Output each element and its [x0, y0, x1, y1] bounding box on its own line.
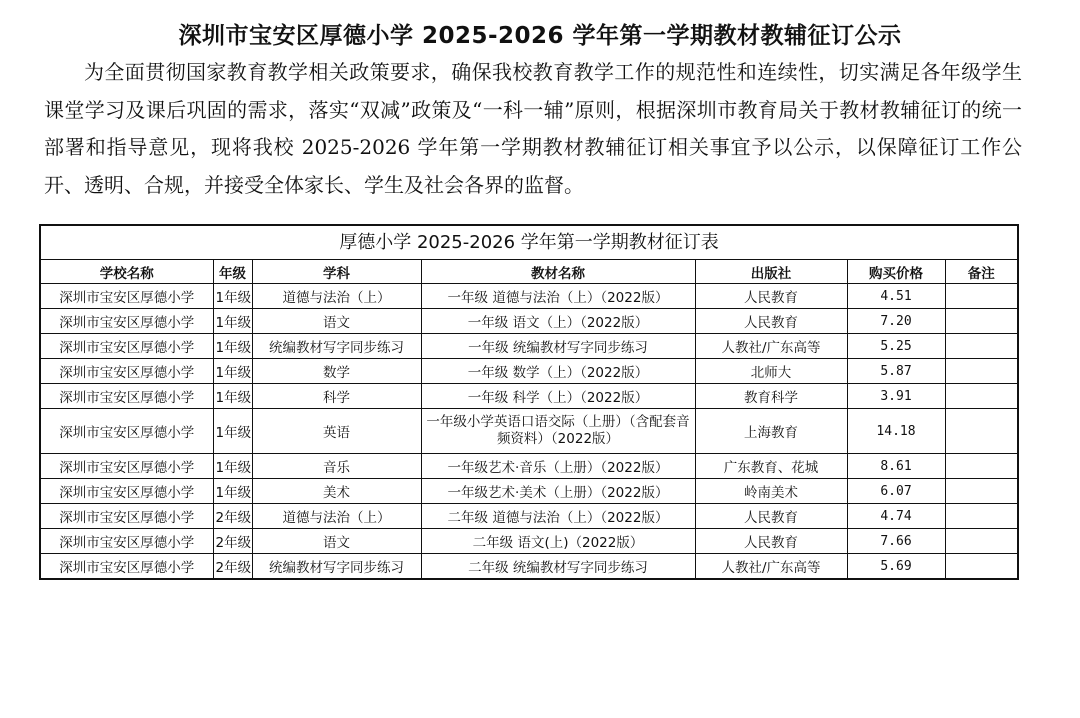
cell-note — [945, 284, 1017, 309]
cell-publisher: 人民教育 — [695, 504, 847, 529]
cell-book: 一年级艺术·美术（上册）（2022版） — [421, 479, 695, 504]
cell-subject: 统编教材写字同步练习 — [252, 334, 421, 359]
cell-school: 深圳市宝安区厚德小学 — [41, 284, 213, 309]
cell-subject: 语文 — [252, 309, 421, 334]
cell-publisher: 人教社/广东高等 — [695, 554, 847, 579]
cell-price: 7.66 — [847, 529, 945, 554]
cell-school: 深圳市宝安区厚德小学 — [41, 529, 213, 554]
table-row — [41, 284, 1017, 309]
cell-grade: 2年级 — [213, 504, 252, 529]
cell-publisher: 北师大 — [695, 359, 847, 384]
intro-paragraph: 为全面贯彻国家教育教学相关政策要求，确保我校教育教学工作的规范性和连续性，切实满足各年级学生课堂学习及课后巩固的需求，落实“双减”政策及“一科一辅”原则，根据深圳市教育局关于教材教辅征订的统一部署和指导意见，现将我校 2025-2026 学年第一学期教材教辅征订相关事宜予以公示，以保障征订工作公开、透明、合规，并接受全体家长、学生及社会各界的监督。 — [44, 60, 1022, 197]
cell-price: 5.25 — [847, 334, 945, 359]
cell-price: 4.74 — [847, 504, 945, 529]
cell-price: 6.07 — [847, 479, 945, 504]
cell-school: 深圳市宝安区厚德小学 — [41, 409, 213, 454]
cell-grade: 1年级 — [213, 454, 252, 479]
table-row — [41, 409, 1017, 454]
cell-grade: 2年级 — [213, 529, 252, 554]
table-row — [41, 384, 1017, 409]
cell-book: 一年级 数学（上）（2022版） — [421, 359, 695, 384]
table-row — [41, 504, 1017, 529]
cell-book: 一年级 道德与法治（上）（2022版） — [421, 284, 695, 309]
cell-publisher: 人民教育 — [695, 284, 847, 309]
cell-subject: 数学 — [252, 359, 421, 384]
cell-grade: 1年级 — [213, 409, 252, 454]
cell-subject: 美术 — [252, 479, 421, 504]
table-header-row — [41, 260, 1017, 284]
cell-publisher: 岭南美术 — [695, 479, 847, 504]
cell-subject: 语文 — [252, 529, 421, 554]
cell-grade: 2年级 — [213, 554, 252, 579]
cell-school: 深圳市宝安区厚德小学 — [41, 359, 213, 384]
cell-note — [945, 309, 1017, 334]
cell-school: 深圳市宝安区厚德小学 — [41, 454, 213, 479]
cell-note — [945, 504, 1017, 529]
table-row — [41, 309, 1017, 334]
cell-publisher: 广东教育、花城 — [695, 454, 847, 479]
cell-note — [945, 529, 1017, 554]
table-row — [41, 359, 1017, 384]
cell-price: 5.87 — [847, 359, 945, 384]
cell-book: 一年级 语文（上）（2022版） — [421, 309, 695, 334]
cell-book: 二年级 统编教材写字同步练习 — [421, 554, 695, 579]
header-book: 教材名称 — [421, 260, 695, 284]
cell-grade: 1年级 — [213, 334, 252, 359]
cell-note — [945, 554, 1017, 579]
table-row — [41, 529, 1017, 554]
cell-publisher: 人民教育 — [695, 529, 847, 554]
cell-price: 3.91 — [847, 384, 945, 409]
header-subject: 学科 — [252, 260, 421, 284]
cell-book: 二年级 道德与法治（上）（2022版） — [421, 504, 695, 529]
cell-price: 7.20 — [847, 309, 945, 334]
cell-note — [945, 479, 1017, 504]
cell-subject: 科学 — [252, 384, 421, 409]
cell-note — [945, 409, 1017, 454]
cell-subject: 统编教材写字同步练习 — [252, 554, 421, 579]
cell-school: 深圳市宝安区厚德小学 — [41, 554, 213, 579]
header-grade: 年级 — [213, 260, 252, 284]
cell-book: 一年级艺术·音乐（上册）（2022版） — [421, 454, 695, 479]
table-caption: 厚德小学 2025-2026 学年第一学期教材征订表 — [41, 226, 1017, 260]
cell-publisher: 上海教育 — [695, 409, 847, 454]
cell-grade: 1年级 — [213, 384, 252, 409]
cell-note — [945, 384, 1017, 409]
cell-school: 深圳市宝安区厚德小学 — [41, 479, 213, 504]
cell-book: 一年级 统编教材写字同步练习 — [421, 334, 695, 359]
cell-school: 深圳市宝安区厚德小学 — [41, 309, 213, 334]
cell-price: 14.18 — [847, 409, 945, 454]
cell-book: 一年级 科学（上）（2022版） — [421, 384, 695, 409]
cell-subject: 道德与法治（上） — [252, 284, 421, 309]
cell-book: 二年级 语文(上)（2022版） — [421, 529, 695, 554]
cell-note — [945, 359, 1017, 384]
cell-price: 4.51 — [847, 284, 945, 309]
document-title: 深圳市宝安区厚德小学 2025-2026 学年第一学期教材教辅征订公示 — [178, 23, 902, 50]
cell-grade: 1年级 — [213, 309, 252, 334]
cell-subject: 道德与法治（上） — [252, 504, 421, 529]
cell-price: 8.61 — [847, 454, 945, 479]
cell-subject: 英语 — [252, 409, 421, 454]
cell-grade: 1年级 — [213, 284, 252, 309]
cell-publisher: 教育科学 — [695, 384, 847, 409]
header-school: 学校名称 — [41, 260, 213, 284]
cell-price: 5.69 — [847, 554, 945, 579]
table-row — [41, 554, 1017, 579]
cell-school: 深圳市宝安区厚德小学 — [41, 334, 213, 359]
cell-publisher: 人民教育 — [695, 309, 847, 334]
order-table-grid — [41, 260, 1017, 578]
cell-grade: 1年级 — [213, 359, 252, 384]
cell-note — [945, 454, 1017, 479]
cell-grade: 1年级 — [213, 479, 252, 504]
cell-note — [945, 334, 1017, 359]
cell-book: 一年级小学英语口语交际（上册）（含配套音频资料）（2022版） — [421, 409, 695, 454]
textbook-order-table — [39, 224, 1019, 580]
header-price: 购买价格 — [847, 260, 945, 284]
header-publisher: 出版社 — [695, 260, 847, 284]
cell-publisher: 人教社/广东高等 — [695, 334, 847, 359]
table-row — [41, 454, 1017, 479]
table-row — [41, 334, 1017, 359]
cell-school: 深圳市宝安区厚德小学 — [41, 504, 213, 529]
table-row — [41, 479, 1017, 504]
header-note: 备注 — [945, 260, 1017, 284]
cell-school: 深圳市宝安区厚德小学 — [41, 384, 213, 409]
cell-subject: 音乐 — [252, 454, 421, 479]
